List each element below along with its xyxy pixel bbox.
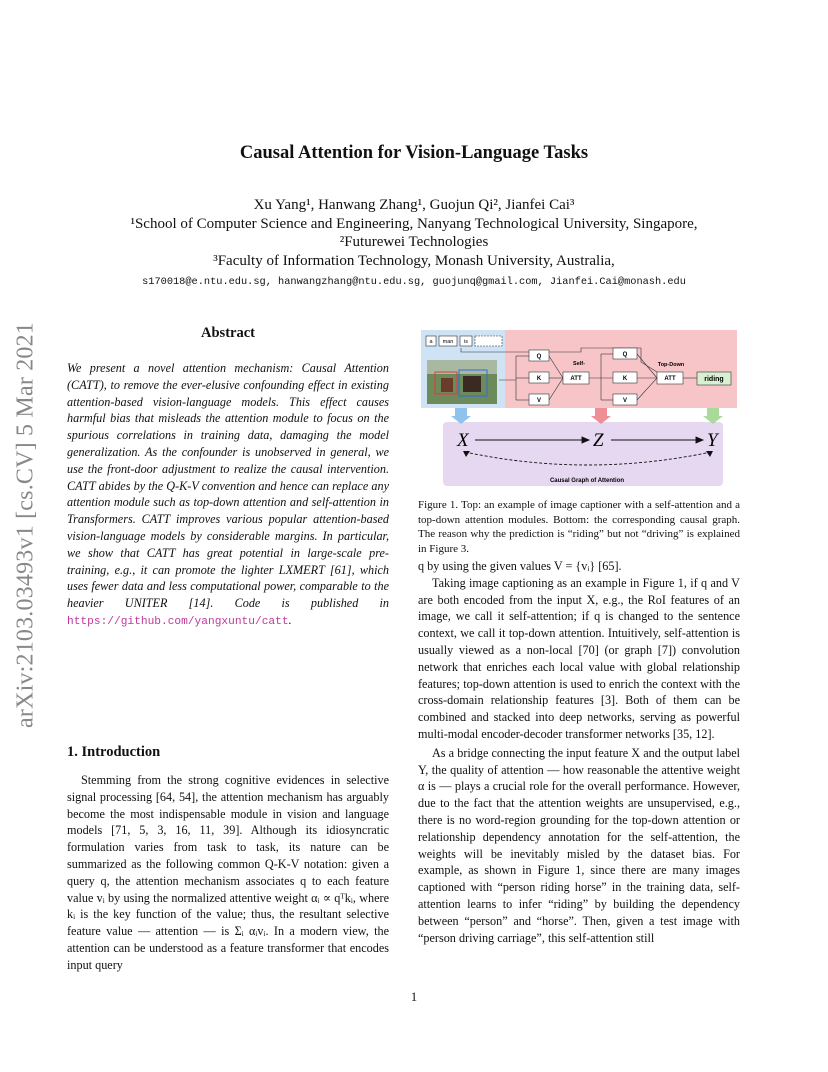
down-arrow-red	[591, 408, 611, 424]
down-arrow-blue	[451, 408, 471, 424]
author-list: Xu Yang¹, Hanwang Zhang¹, Guojun Qi², Jianfei Cai³	[253, 197, 575, 213]
token-a: a	[429, 339, 433, 345]
right-column-text	[418, 558, 740, 946]
q-box-1: Q	[536, 354, 542, 360]
abstract-heading: Abstract	[201, 325, 255, 341]
node-y: Y	[707, 430, 718, 451]
figure-1	[421, 328, 737, 490]
page-number: 1	[410, 990, 418, 1004]
v-box-1: V	[536, 398, 542, 404]
author-emails: s170018@e.ntu.edu.sg, hanwangzhang@ntu.edu.sg, guojunq@gmail.com, Jianfei.Cai@monash.edu	[142, 276, 686, 288]
self-attention-label: Self-	[573, 361, 585, 367]
intro-heading: 1. Introduction	[67, 744, 161, 760]
down-arrow-green	[703, 408, 723, 424]
figure-caption: Figure 1. Top: an example of image captioner with a self-attention and a top-down attention modules. Bottom: the corresponding causal graph. The reason why the prediction is “riding” but not “driving” is explained in Figure 3.	[418, 499, 740, 556]
token-man: man	[442, 339, 454, 345]
node-x: X	[457, 430, 469, 451]
topdown-att-box: ATT	[664, 376, 676, 382]
output-word: riding	[704, 376, 724, 383]
author-block	[0, 196, 828, 270]
abstract-body: We present a novel attention mechanism: Causal Attention (CATT), to remove the ever-elusive confounding effect in existing attention-based vision-language models. This effect causes harmful bias that misleads the attention module to focus on the spurious correlations in training data, damaging the model generalization. As the confounder is unobserved in general, we use the front-door adjustment to realize the causal intervention. CATT abides by the Q-K-V convention and hence can replace any attention module such as top-down attention and self-attention in Transformers. CATT improves various popular attention-based vision-language models by considerable margins. In particular, we show that CATT has great potential in large-scale pre-training, e.g., it can promote the lighter LXMERT [61], which uses fewer data and less computational power, comparable to the heavier UNITER [14]. Code is published in https://github.com/yangxuntu/catt.	[67, 361, 389, 628]
node-z: Z	[593, 430, 604, 451]
v-box-2: V	[622, 398, 628, 404]
graph-caption: Causal Graph of Attention	[549, 478, 625, 484]
affiliation-1: ¹School of Computer Science and Engineering, Nanyang Technological University, Singapore,	[130, 215, 698, 232]
abstract-text: We present a novel attention mechanism: Causal Attention (CATT), to remove the ever-elusive confounding effect in existing attention-based vision-language models. This effect causes harmful bias that misleads the attention module to focus on the spurious correlations in training data, damaging the model generalization. As the confounder is unobserved in general, we use the front-door adjustment to realize the causal intervention. CATT abides by the Q-K-V convention and hence can replace any attention module such as top-down attention and self-attention in Transformers. CATT improves various popular attention-based vision-language models by considerable margins. In particular, we show that CATT has great potential in large-scale pre-training, e.g., it can promote the lighter LXMERT [61], which uses fewer data and less computational power, comparable to the heavier UNITER [14]. Code is published in	[67, 361, 389, 611]
affiliation-2: ²Futurewei Technologies	[339, 234, 489, 250]
token-is: is	[464, 339, 468, 345]
affiliation-3: ³Faculty of Information Technology, Monash University, Australia,	[213, 252, 615, 269]
arxiv-id: arXiv:2103.03493v1 [cs.CV] 5 Mar 2021	[12, 321, 39, 729]
intro-text: Stemming from the strong cognitive evidences in selective signal processing [64, 54], the attention mechanism has arguably become the most indispensable module in vision and language models [71, 5, 3, 16, 11, 39]. Although its idiosyncratic formulation varies from task to task, its nature can be summarized as the following common Q-K-V notation: given a query q, the attention mechanism associates q to each feature value vᵢ by using the normalized attentive weight αᵢ ∝ qᵀkᵢ, where kᵢ is the key function of the value; thus, the resultant selective feature value — attention — is Σᵢ αᵢvᵢ. In a modern view, the attention can be understood as a feature transformer that encodes input query	[67, 773, 389, 972]
right-paragraph-2: As a bridge connecting the input feature X and the output label Y, the quality of attention — how reasonable the attentive weight α is — plays a crucial role for the overall performance. However, due to the fact that the attention weights are unsupervised, e.g., there is no word-region grounding for the top-down attention or relationship dependency annotation for the self-attention, the weights will be inevitably misled by the dataset bias. For example, as shown in Figure 1, since there are many images captioned with “person riding horse” in the training data, self-attention learns to infer “riding” by building the dependency between “person” and “horse”. Then, given a test image with “person driving carriage”, this self-attention still	[418, 745, 740, 945]
paper-title: Causal Attention for Vision-Language Tasks	[239, 143, 589, 163]
intro-paragraph	[67, 772, 389, 974]
right-paragraph-0: q by using the given values V = {vᵢ} [65].	[418, 559, 622, 573]
k-box-1: K	[536, 376, 542, 382]
input-image	[427, 360, 497, 404]
code-link[interactable]: https://github.com/yangxuntu/catt	[67, 615, 289, 628]
self-att-box: ATT	[570, 376, 582, 382]
arxiv-stamp	[6, 290, 46, 760]
k-box-2: K	[622, 376, 628, 382]
causal-graph-panel	[443, 422, 723, 486]
q-box-2: Q	[622, 352, 628, 358]
right-paragraph-1: Taking image captioning as an example in Figure 1, if q and V are both encoded from the input X, e.g., the RoI features of an image, we call it self-attention; if q is changed to the sentence context, we call it top-down attention. Intuitively, self-attention is usually viewed as a non-local [70] (or graph [7]) convolution network that enriches each local value with global relationship features; top-down attention is used to enrich the context with the cross-domain relationship features [3]. Both of them can be combined and stacked into deep networks, serving as powerful multi-modal encoder-decoder transformer networks [35, 12].	[418, 575, 740, 741]
topdown-label: Top-Down	[657, 362, 685, 368]
